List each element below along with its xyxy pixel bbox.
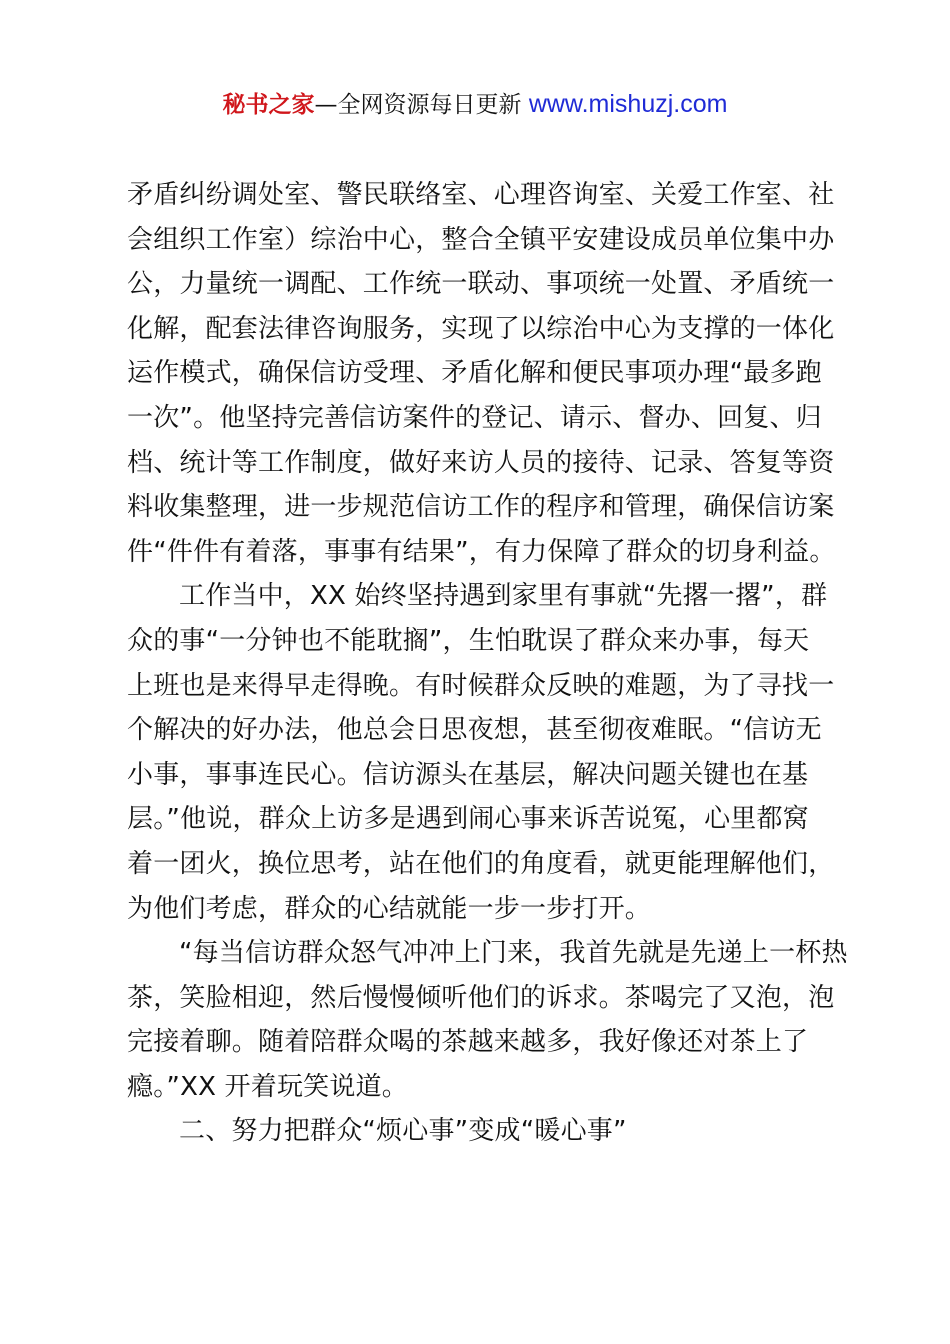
document-body	[127, 173, 848, 1154]
brand-name: 秘书之家	[222, 92, 315, 118]
header-tagline: —全网资源每日更新	[314, 92, 529, 118]
text-line: 层。”他说，群众上访多是遇到闹心事来诉苦说冤，心里都窝	[127, 804, 809, 835]
text-line: 个解决的好办法，他总会日思夜想，甚至彻夜难眠。“信访无	[127, 715, 822, 746]
text-line: 瘾。”XX 开着玩笑说道。	[127, 1071, 408, 1102]
text-line: 会组织工作室）综治中心，整合全镇平安建设成员单位集中办	[127, 224, 835, 255]
text-line: 着一团火，换位思考，站在他们的角度看，就更能理解他们，	[127, 848, 835, 879]
site-url-link[interactable]: www.mishuzj.com	[528, 90, 728, 118]
text-line: 上班也是来得早走得晚。有时候群众反映的难题，为了寻找一	[127, 670, 835, 701]
text-line: 公，力量统一调配、工作统一联动、事项统一处置、矛盾统一	[127, 269, 835, 300]
paragraph-first-line: “每当信访群众怒气冲冲上门来，我首先就是先递上一杯热	[179, 938, 848, 969]
text-line: 为他们考虑，群众的心结就能一步一步打开。	[127, 893, 652, 924]
paragraph-first-line: 二、努力把群众“烦心事”变成“暖心事”	[179, 1116, 627, 1147]
text-line: 完接着聊。随着陪群众喝的茶越来越多，我好像还对茶上了	[127, 1027, 809, 1058]
text-line: 众的事“一分钟也不能耽搁”，生怕耽误了群众来办事，每天	[127, 625, 810, 656]
text-line: 档、统计等工作制度，做好来访人员的接待、记录、答复等资	[127, 447, 835, 478]
page-header	[0, 88, 950, 121]
text-line: 小事，事事连民心。信访源头在基层，解决问题关键也在基	[127, 759, 809, 790]
paragraph-first-line: 工作当中，XX 始终坚持遇到家里有事就“先撂一撂”，群	[179, 581, 828, 612]
text-line: 一次”。他坚持完善信访案件的登记、请示、督办、回复、归	[127, 402, 822, 433]
text-line: 件“件件有着落，事事有结果”，有力保障了群众的切身利益。	[127, 536, 836, 567]
text-line: 茶，笑脸相迎，然后慢慢倾听他们的诉求。茶喝完了又泡，泡	[127, 982, 835, 1013]
text-line: 矛盾纠纷调处室、警民联络室、心理咨询室、关爱工作室、社	[127, 180, 835, 210]
text-line: 化解，配套法律咨询服务，实现了以综治中心为支撑的一体化	[127, 313, 835, 344]
text-line: 运作模式，确保信访受理、矛盾化解和便民事项办理“最多跑	[127, 358, 822, 389]
text-line: 料收集整理，进一步规范信访工作的程序和管理，确保信访案	[127, 492, 835, 523]
